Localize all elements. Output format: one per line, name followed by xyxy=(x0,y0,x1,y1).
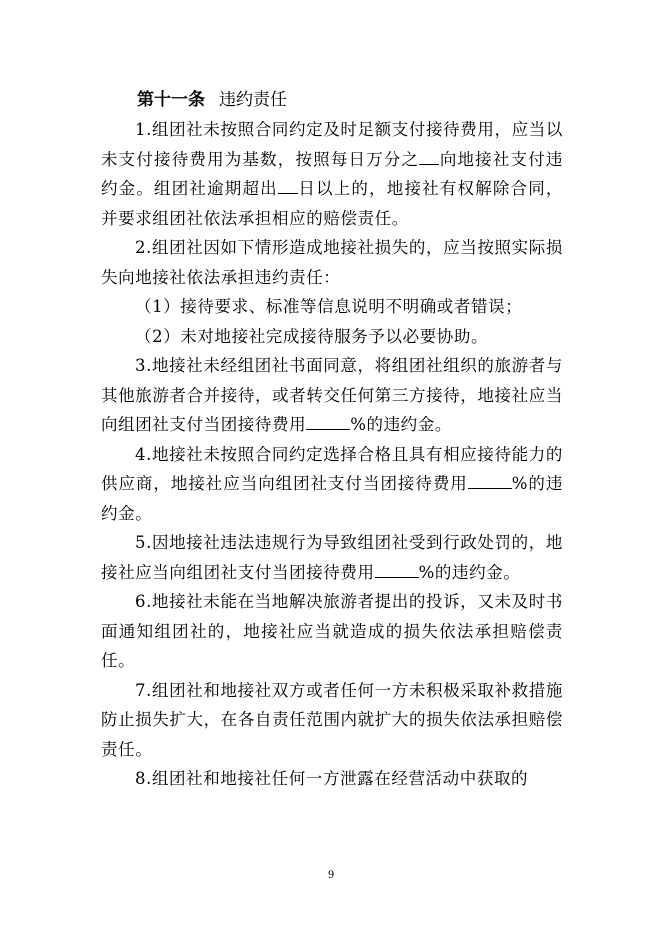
blank-field xyxy=(419,148,439,165)
paragraph-4 xyxy=(101,440,563,529)
paragraph-5 xyxy=(101,528,563,587)
paragraph-2-item-2-text: （2）未对地接社完成接待服务予以必要协助。 xyxy=(135,326,489,346)
blank-field xyxy=(375,561,419,578)
paragraph-3-text-a: 3.地接社未经组团社书面同意，将组团社组织的旅游者与其他旅游者合并接待，或者转交任何第三方接待，地接社应当向组团社支付当团接待费用 xyxy=(101,356,563,434)
paragraph-7 xyxy=(101,676,563,765)
blank-field xyxy=(278,177,298,194)
section-number: 第十一条 xyxy=(137,90,205,110)
paragraph-2-item-1-text: （1）接待要求、标准等信息说明不明确或者错误； xyxy=(135,297,523,316)
section-heading xyxy=(137,88,287,112)
page-number: 9 xyxy=(327,870,335,881)
paragraph-6-text: 6.地接社未能在当地解决旅游者提出的投诉，又未及时书面通知组团社的，地接社应当就造成的损失依法承担赔偿责任。 xyxy=(101,592,563,670)
section-body xyxy=(101,115,563,794)
paragraph-3 xyxy=(101,351,563,440)
paragraph-5-text-b: %的违约金。 xyxy=(418,562,521,582)
paragraph-8 xyxy=(101,764,563,794)
paragraph-1-text-b: 向地接社支付违约金。组团社逾期超出 xyxy=(101,149,563,198)
paragraph-8-text: 8.组团社和地接社任何一方泄露在经营活动中获取的 xyxy=(135,769,529,788)
paragraph-1-text-a: 1.组团社未按照合同约定及时足额支付接待费用，应当以未支付接待费用为基数，按照每日万分之 xyxy=(101,120,563,169)
paragraph-2-item-2 xyxy=(101,322,563,352)
blank-field xyxy=(468,472,512,489)
paragraph-4-text-a: 4.地接社未按照合同约定选择合格且具有相应接待能力的供应商，地接社应当向组团社支付当团接待费用 xyxy=(101,444,563,493)
paragraph-3-text-b: %的违约金。 xyxy=(350,415,452,434)
section-title: 违约责任 xyxy=(219,90,287,110)
blank-field xyxy=(306,413,350,430)
paragraph-2-item-1 xyxy=(101,292,563,322)
paragraph-1-text-c: 日以上的，地接社有权解除合同，并要求组团社依法承担相应的赔偿责任。 xyxy=(101,179,564,228)
paragraph-2-text: 2.组团社因如下情形造成地接社损失的，应当按照实际损失向地接社依法承担违约责任： xyxy=(101,238,563,287)
paragraph-6 xyxy=(101,587,563,676)
paragraph-4-text-b: %的违约金。 xyxy=(101,474,563,523)
paragraph-5-text-a: 5.因地接社违法违规行为导致组团社受到行政处罚的，地接社应当向组团社支付当团接待费用 xyxy=(101,533,563,582)
paragraph-2 xyxy=(101,233,563,292)
paragraph-7-text: 7.组团社和地接社双方或者任何一方未积极采取补救措施防止损失扩大，在各自责任范围内就扩大的损失依法承担赔偿责任。 xyxy=(101,680,563,759)
paragraph-1 xyxy=(101,115,563,233)
